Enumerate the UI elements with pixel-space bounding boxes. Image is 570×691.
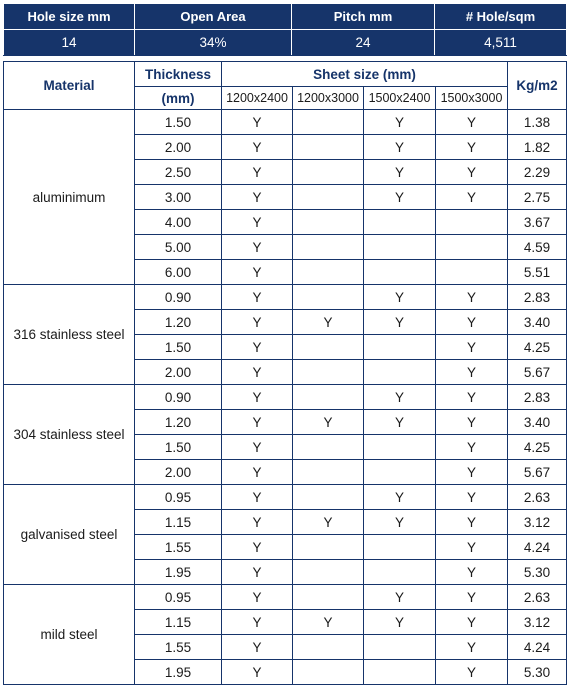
availability-cell <box>364 210 436 235</box>
weight-cell: 4.59 <box>508 235 567 260</box>
availability-cell: Y <box>436 160 508 185</box>
weight-cell: 3.40 <box>508 310 567 335</box>
availability-cell <box>293 135 364 160</box>
availability-cell <box>364 660 436 685</box>
availability-cell: Y <box>364 285 436 310</box>
availability-cell <box>293 560 364 585</box>
sheet-size-header: 1200x2400 <box>222 87 293 110</box>
availability-cell: Y <box>222 310 293 335</box>
availability-cell: Y <box>364 585 436 610</box>
availability-cell: Y <box>436 335 508 360</box>
weight-cell: 2.63 <box>508 485 567 510</box>
weight-cell: 2.75 <box>508 185 567 210</box>
weight-cell: 4.24 <box>508 635 567 660</box>
thickness-cell: 0.90 <box>135 285 222 310</box>
weight-cell: 4.25 <box>508 435 567 460</box>
availability-cell: Y <box>436 560 508 585</box>
weight-cell: 5.30 <box>508 560 567 585</box>
availability-cell: Y <box>222 285 293 310</box>
availability-cell: Y <box>222 510 293 535</box>
availability-cell <box>364 635 436 660</box>
table-row <box>4 485 567 510</box>
thickness-cell: 5.00 <box>135 235 222 260</box>
availability-cell: Y <box>222 385 293 410</box>
availability-cell: Y <box>222 435 293 460</box>
availability-cell <box>364 535 436 560</box>
availability-cell: Y <box>364 160 436 185</box>
availability-cell: Y <box>436 585 508 610</box>
availability-cell: Y <box>436 135 508 160</box>
thickness-cell: 1.15 <box>135 610 222 635</box>
material-cell: galvanised steel <box>4 485 135 585</box>
availability-cell: Y <box>436 435 508 460</box>
availability-cell: Y <box>436 510 508 535</box>
weight-cell: 4.24 <box>508 535 567 560</box>
availability-cell <box>293 285 364 310</box>
weight-cell: 5.67 <box>508 360 567 385</box>
availability-cell: Y <box>222 460 293 485</box>
weight-cell: 4.25 <box>508 335 567 360</box>
availability-cell <box>293 260 364 285</box>
availability-cell <box>293 460 364 485</box>
availability-cell <box>293 235 364 260</box>
availability-cell: Y <box>293 410 364 435</box>
availability-cell: Y <box>222 135 293 160</box>
availability-cell: Y <box>222 235 293 260</box>
weight-cell: 5.67 <box>508 460 567 485</box>
availability-cell: Y <box>364 610 436 635</box>
availability-cell: Y <box>436 635 508 660</box>
thickness-cell: 1.50 <box>135 110 222 135</box>
summary-values-row <box>4 30 567 56</box>
availability-cell: Y <box>293 510 364 535</box>
material-cell: aluminimum <box>4 110 135 285</box>
availability-cell <box>293 360 364 385</box>
availability-cell: Y <box>436 385 508 410</box>
availability-cell <box>293 485 364 510</box>
thickness-cell: 1.20 <box>135 410 222 435</box>
availability-cell: Y <box>222 260 293 285</box>
spec-table <box>3 61 567 685</box>
availability-cell: Y <box>222 635 293 660</box>
availability-cell: Y <box>222 660 293 685</box>
sheet-size-header: 1500x3000 <box>436 87 508 110</box>
availability-cell <box>293 535 364 560</box>
weight-cell: 5.51 <box>508 260 567 285</box>
thickness-cell: 2.00 <box>135 135 222 160</box>
table-row <box>4 110 567 135</box>
availability-cell: Y <box>436 485 508 510</box>
weight-cell: 2.83 <box>508 285 567 310</box>
thickness-cell: 2.50 <box>135 160 222 185</box>
weight-cell: 2.83 <box>508 385 567 410</box>
availability-cell: Y <box>364 485 436 510</box>
table-row <box>4 585 567 610</box>
availability-cell <box>364 335 436 360</box>
availability-cell <box>293 185 364 210</box>
availability-cell <box>293 635 364 660</box>
weight-cell: 3.12 <box>508 510 567 535</box>
thickness-cell: 2.00 <box>135 360 222 385</box>
availability-cell: Y <box>222 560 293 585</box>
availability-cell: Y <box>364 310 436 335</box>
availability-cell: Y <box>436 410 508 435</box>
summary-value-hole-size: 14 <box>4 30 135 56</box>
material-cell: 316 stainless steel <box>4 285 135 385</box>
availability-cell <box>364 360 436 385</box>
summary-header-open-area: Open Area <box>135 4 292 30</box>
weight-column-header: Kg/m2 <box>508 62 567 110</box>
availability-cell: Y <box>436 460 508 485</box>
availability-cell: Y <box>222 160 293 185</box>
availability-cell: Y <box>222 210 293 235</box>
thickness-cell: 1.15 <box>135 510 222 535</box>
thickness-cell: 0.90 <box>135 385 222 410</box>
weight-cell: 1.82 <box>508 135 567 160</box>
spec-header-row <box>4 62 567 87</box>
summary-header-pitch: Pitch mm <box>292 4 435 30</box>
availability-cell: Y <box>364 135 436 160</box>
availability-cell: Y <box>293 610 364 635</box>
weight-cell: 1.38 <box>508 110 567 135</box>
thickness-cell: 1.50 <box>135 435 222 460</box>
availability-cell <box>293 335 364 360</box>
availability-cell <box>436 260 508 285</box>
availability-cell: Y <box>436 110 508 135</box>
thickness-cell: 4.00 <box>135 210 222 235</box>
availability-cell <box>436 210 508 235</box>
thickness-cell: 1.95 <box>135 660 222 685</box>
thickness-cell: 1.50 <box>135 335 222 360</box>
thickness-cell: 6.00 <box>135 260 222 285</box>
sheet-size-header: 1500x2400 <box>364 87 436 110</box>
availability-cell: Y <box>436 660 508 685</box>
weight-cell: 5.30 <box>508 660 567 685</box>
availability-cell <box>364 435 436 460</box>
availability-cell: Y <box>364 410 436 435</box>
availability-cell: Y <box>364 385 436 410</box>
summary-table <box>3 3 567 56</box>
sheet-size-header: 1200x3000 <box>293 87 364 110</box>
summary-header-row <box>4 4 567 30</box>
thickness-unit-label: (mm) <box>135 87 222 110</box>
availability-cell: Y <box>222 485 293 510</box>
weight-cell: 2.63 <box>508 585 567 610</box>
thickness-cell: 2.00 <box>135 460 222 485</box>
summary-value-pitch: 24 <box>292 30 435 56</box>
availability-cell <box>364 260 436 285</box>
availability-cell: Y <box>222 535 293 560</box>
availability-cell <box>293 110 364 135</box>
material-column-header: Material <box>4 62 135 110</box>
thickness-cell: 1.95 <box>135 560 222 585</box>
availability-cell <box>293 585 364 610</box>
availability-cell: Y <box>293 310 364 335</box>
availability-cell: Y <box>436 185 508 210</box>
sheet-size-column-header: Sheet size (mm) <box>222 62 508 87</box>
table-row <box>4 285 567 310</box>
availability-cell <box>293 160 364 185</box>
availability-cell <box>364 235 436 260</box>
availability-cell: Y <box>222 360 293 385</box>
material-cell: 304 stainless steel <box>4 385 135 485</box>
availability-cell <box>436 235 508 260</box>
availability-cell <box>293 210 364 235</box>
thickness-cell: 1.20 <box>135 310 222 335</box>
summary-header-holes-per-sqm: # Hole/sqm <box>435 4 567 30</box>
availability-cell: Y <box>436 610 508 635</box>
spec-table-head <box>4 62 567 110</box>
weight-cell: 3.12 <box>508 610 567 635</box>
material-cell: mild steel <box>4 585 135 685</box>
availability-cell: Y <box>222 610 293 635</box>
availability-cell: Y <box>222 335 293 360</box>
availability-cell: Y <box>436 535 508 560</box>
availability-cell <box>364 460 436 485</box>
availability-cell: Y <box>436 285 508 310</box>
thickness-cell: 3.00 <box>135 185 222 210</box>
thickness-cell: 0.95 <box>135 485 222 510</box>
weight-cell: 2.29 <box>508 160 567 185</box>
availability-cell <box>364 560 436 585</box>
availability-cell: Y <box>364 110 436 135</box>
availability-cell: Y <box>222 585 293 610</box>
availability-cell: Y <box>222 110 293 135</box>
weight-cell: 3.67 <box>508 210 567 235</box>
availability-cell <box>293 385 364 410</box>
thickness-cell: 1.55 <box>135 535 222 560</box>
summary-value-holes-per-sqm: 4,511 <box>435 30 567 56</box>
availability-cell: Y <box>436 360 508 385</box>
availability-cell: Y <box>222 410 293 435</box>
availability-cell: Y <box>436 310 508 335</box>
table-row <box>4 385 567 410</box>
thickness-cell: 1.55 <box>135 635 222 660</box>
availability-cell: Y <box>364 510 436 535</box>
summary-value-open-area: 34% <box>135 30 292 56</box>
thickness-column-header: Thickness <box>135 62 222 87</box>
availability-cell <box>293 660 364 685</box>
availability-cell: Y <box>364 185 436 210</box>
summary-header-hole-size: Hole size mm <box>4 4 135 30</box>
spec-table-body <box>4 110 567 685</box>
availability-cell <box>293 435 364 460</box>
availability-cell: Y <box>222 185 293 210</box>
thickness-cell: 0.95 <box>135 585 222 610</box>
weight-cell: 3.40 <box>508 410 567 435</box>
